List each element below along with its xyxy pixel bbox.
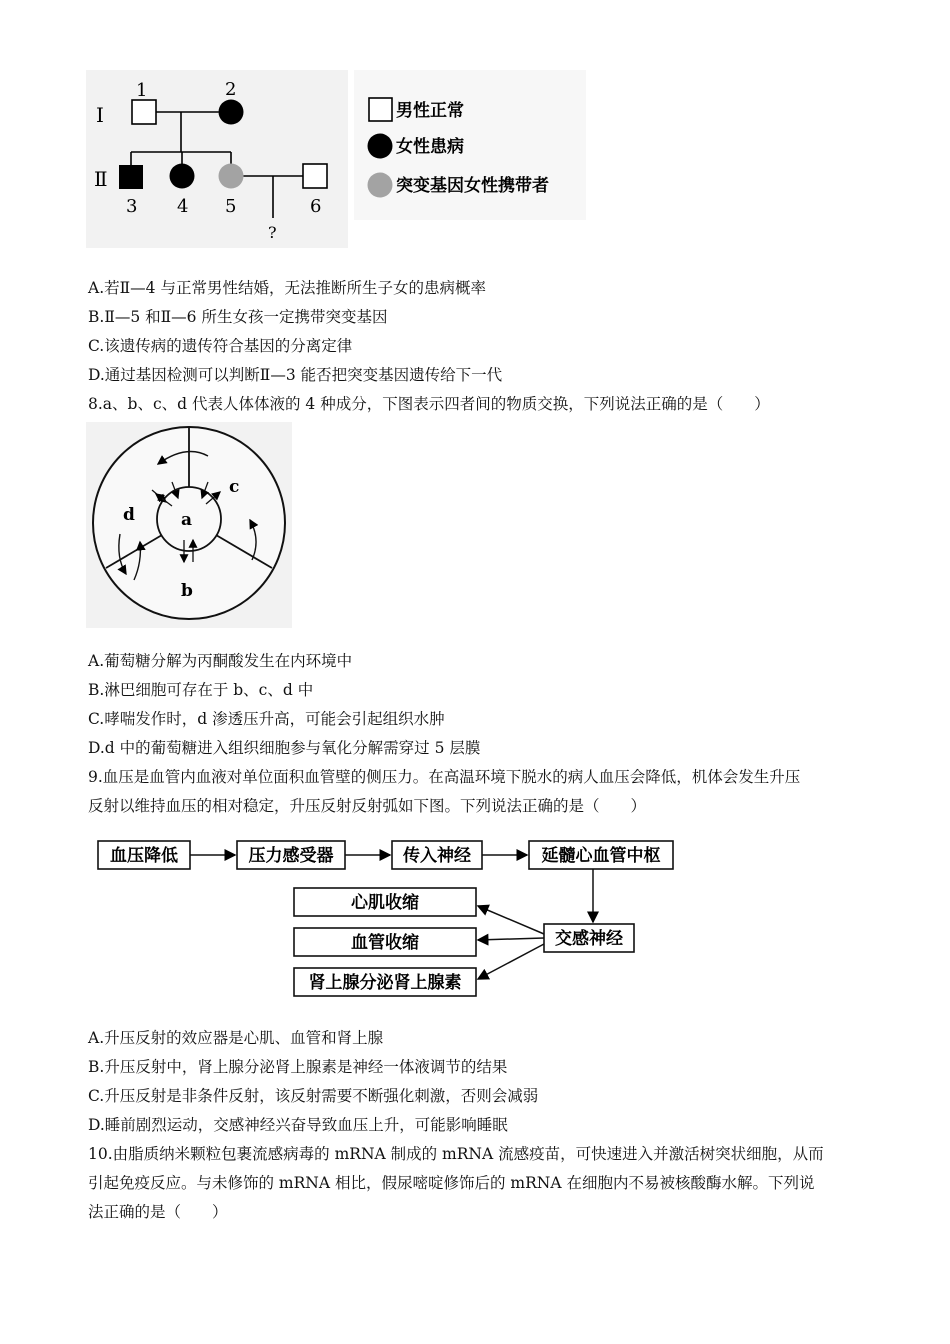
label-d: d <box>123 505 135 525</box>
body-fluid-diagram <box>86 422 292 628</box>
q7-option-d: D.通过基因检测可以判断Ⅱ—3 能否把突变基因遗传给下一代 <box>88 366 503 384</box>
q10-stem-line3: 法正确的是（ ） <box>88 1203 228 1221</box>
q9-option-d: D.睡前剧烈运动，交感神经兴奋导致血压上升，可能影响睡眠 <box>88 1116 508 1134</box>
legend-female-affected-icon <box>368 134 393 159</box>
q10-stem-line2: 引起免疫反应。与未修饰的 mRNA 相比，假尿嘧啶修饰后的 mRNA 在细胞内不易被核酸酶水解。下列说 <box>88 1174 815 1192</box>
individual-6-male-normal <box>303 164 327 188</box>
individual-label-5: 5 <box>225 196 237 217</box>
q8-option-a: A.葡萄糖分解为丙酮酸发生在内环境中 <box>88 652 353 670</box>
legend-female-carrier-icon <box>368 173 393 198</box>
individual-1-male-normal <box>132 100 156 124</box>
q9-stem-line1: 9.血压是血管内血液对单位面积血管壁的侧压力。在高温环境下脱水的病人血压会降低，机体会发生升压 <box>88 768 801 786</box>
individual-5-female-carrier <box>219 164 244 189</box>
q7-option-a: A.若Ⅱ—4 与正常男性结婚，无法推断所生子女的患病概率 <box>88 279 486 297</box>
legend-female-carrier: 突变基因女性携带者 <box>396 176 549 196</box>
label-b: b <box>181 581 193 601</box>
legend-male-normal: 男性正常 <box>396 101 464 121</box>
unknown-child: ? <box>268 223 277 242</box>
individual-label-3: 3 <box>126 196 138 217</box>
box-vasoconstriction-text: 血管收缩 <box>351 933 419 953</box>
q10-stem-line1: 10.由脂质纳米颗粒包裹流感病毒的 mRNA 制成的 mRNA 流感疫苗，可快速进入并激活树突状细胞，从而 <box>88 1145 824 1163</box>
q8-stem: 8.a、b、c、d 代表人体体液的 4 种成分，下图表示四者间的物质交换，下列说法正确的是（ ） <box>88 395 770 413</box>
individual-label-6: 6 <box>310 196 322 217</box>
q8-option-d: D.d 中的葡萄糖进入组织细胞参与氧化分解需穿过 5 层膜 <box>88 739 481 757</box>
gen-label-1: Ⅰ <box>96 103 104 127</box>
individual-2-female-affected <box>219 100 244 125</box>
box-adrenaline-secretion-text: 肾上腺分泌肾上腺素 <box>308 973 462 993</box>
pedigree-figure <box>86 70 586 248</box>
q9-option-b: B.升压反射中，肾上腺分泌肾上腺素是神经一体液调节的结果 <box>88 1058 508 1076</box>
q7-option-b: B.Ⅱ—5 和Ⅱ—6 所生女孩一定携带突变基因 <box>88 308 388 326</box>
individual-4-female-affected <box>170 164 195 189</box>
box-myocardial-contraction-text: 心肌收缩 <box>351 893 419 913</box>
individual-label-2: 2 <box>225 79 237 100</box>
box-medulla-center-text: 延髓心血管中枢 <box>541 846 661 866</box>
q9-option-a: A.升压反射的效应器是心肌、血管和肾上腺 <box>88 1029 384 1047</box>
box-baroreceptor-text: 压力感受器 <box>248 846 334 866</box>
q9-stem-line2: 反射以维持血压的相对稳定，升压反射反射弧如下图。下列说法正确的是（ ） <box>88 797 647 815</box>
q8-option-c: C.哮喘发作时，d 渗透压升高，可能会引起组织水肿 <box>88 710 445 728</box>
individual-label-1: 1 <box>136 80 148 101</box>
label-c: c <box>229 477 240 497</box>
label-a: a <box>181 510 193 530</box>
legend-male-normal-icon <box>369 98 392 121</box>
legend-female-affected: 女性患病 <box>396 137 464 157</box>
individual-label-4: 4 <box>177 196 189 217</box>
box-afferent-nerve-text: 传入神经 <box>403 846 471 866</box>
reflex-arc-diagram <box>92 836 682 1002</box>
q7-option-c: C.该遗传病的遗传符合基因的分离定律 <box>88 337 353 355</box>
box-sympathetic-nerve-text: 交感神经 <box>555 929 623 949</box>
box-blood-pressure-drop-text: 血压降低 <box>110 846 178 866</box>
q8-option-b: B.淋巴细胞可存在于 b、c、d 中 <box>88 681 314 699</box>
gen-label-2: Ⅱ <box>94 167 108 191</box>
q9-option-c: C.升压反射是非条件反射，该反射需要不断强化刺激，否则会减弱 <box>88 1087 539 1105</box>
individual-3-male-affected <box>119 165 143 189</box>
